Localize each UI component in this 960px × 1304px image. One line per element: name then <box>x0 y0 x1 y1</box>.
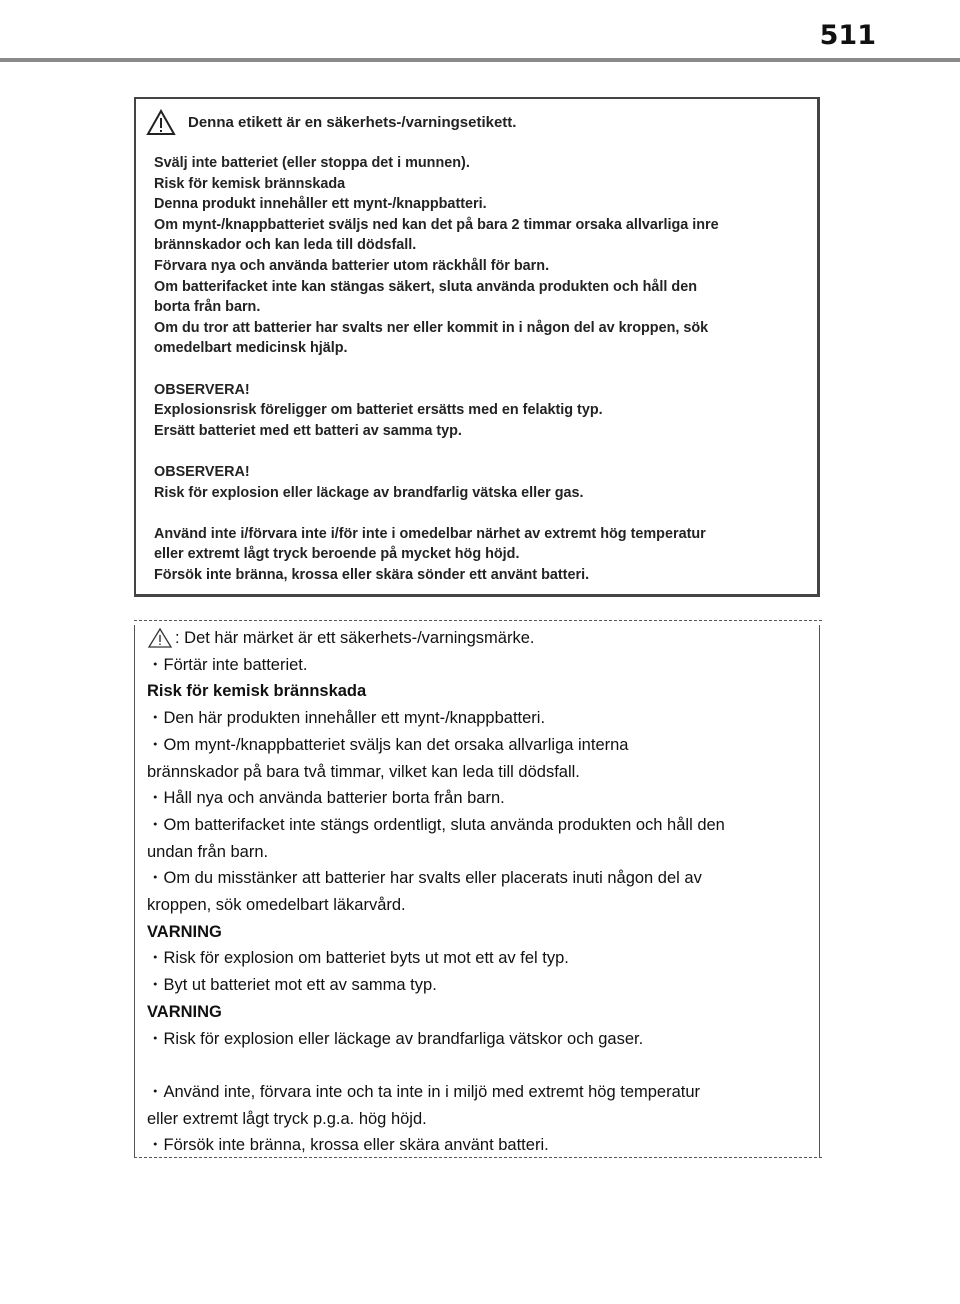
translation-intro: : Det här märket är ett säkerhets-/varningsmärke. <box>175 629 535 647</box>
label-line: Explosionsrisk föreligger om batteriet ersätts med en felaktig typ. <box>154 402 603 419</box>
label-line: Försök inte bränna, krossa eller skära sönder ett använt batteri. <box>154 566 590 583</box>
translation-blank-line <box>147 1052 811 1079</box>
translation-line: ・Om mynt-/knappbatteriet sväljs kan det orsaka allvarliga interna <box>147 735 629 754</box>
translation-line: ・Risk för explosion om batteriet byts ut mot ett av fel typ. <box>147 949 569 968</box>
translation-line: ・Håll nya och använda batterier borta från barn. <box>147 789 505 808</box>
label-line: Ersätt batteriet med ett batteri av samma typ. <box>154 422 462 439</box>
label-line: Om du tror att batterier har svalts ner eller kommit in i någon del av kroppen, sök <box>154 319 709 336</box>
label-line: Använd inte i/förvara inte i/för inte i omedelbar närhet av extremt hög temperatur <box>154 525 706 542</box>
label-line: Risk för kemisk brännskada <box>154 175 346 192</box>
translation-heading: VARNING <box>147 1002 222 1021</box>
translation-line: kroppen, sök omedelbart läkarvård. <box>147 896 406 915</box>
translation-line: ・Risk för explosion eller läckage av brandfarliga vätskor och gaser. <box>147 1029 644 1048</box>
label-body <box>154 153 805 585</box>
translation-line: ・Den här produkten innehåller ett mynt-/knappbatteri. <box>147 709 546 728</box>
translation-line: ・Byt ut batteriet mot ett av samma typ. <box>147 976 437 995</box>
warning-triangle-icon <box>147 627 173 649</box>
translation-line: eller extremt lågt tryck p.g.a. hög höjd. <box>147 1109 427 1128</box>
label-line: borta från barn. <box>154 299 261 316</box>
label-line: Risk för explosion eller läckage av brandfarlig vätska eller gas. <box>154 484 584 501</box>
label-line: Om mynt-/knappbatteriet sväljs ned kan det på bara 2 timmar orsaka allvarliga inre <box>154 216 719 233</box>
translation-line: ・Om batterifacket inte stängs ordentligt, sluta använda produkten och håll den <box>147 815 725 834</box>
translation-line: ・Försök inte bränna, krossa eller skära använt batteri. <box>147 1136 549 1155</box>
warning-label <box>134 97 820 597</box>
label-heading: Denna etikett är en säkerhets-/varningsetikett. <box>188 113 517 131</box>
label-line: OBSERVERA! <box>154 381 250 398</box>
translation-line: ・Använd inte, förvara inte och ta inte in i miljö med extremt hög temperatur <box>147 1082 701 1101</box>
label-line: Denna produkt innehåller ett mynt-/knappbatteri. <box>154 196 487 213</box>
label-blank-line <box>154 503 805 524</box>
label-line: eller extremt lågt tryck beroende på mycket hög höjd. <box>154 546 520 563</box>
label-line: OBSERVERA! <box>154 463 250 480</box>
label-line: Om batterifacket inte kan stängas säkert, sluta använda produkten och håll den <box>154 278 698 295</box>
translation-line: ・Förtär inte batteriet. <box>147 655 308 674</box>
translation-bottom-border <box>134 1157 822 1158</box>
translation-top-border <box>134 620 822 621</box>
translation-heading: Risk för kemisk brännskada <box>147 682 367 701</box>
label-line: brännskador och kan leda till dödsfall. <box>154 237 417 254</box>
translation-box <box>134 625 820 1157</box>
label-line: Svälj inte batteriet (eller stoppa det i munnen). <box>154 155 470 171</box>
translation-line: ・Om du misstänker att batterier har svalts eller placerats inuti någon del av <box>147 869 702 888</box>
translation-line: brännskador på bara två timmar, vilket kan leda till dödsfall. <box>147 762 580 781</box>
translation-heading: VARNING <box>147 922 222 941</box>
label-line: omedelbart medicinsk hjälp. <box>154 340 348 357</box>
header-rule <box>0 58 960 62</box>
label-heading-row <box>146 107 516 137</box>
warning-triangle-icon <box>146 109 176 136</box>
translation-line: undan från barn. <box>147 842 269 861</box>
translation-body <box>147 625 811 1159</box>
label-blank-line <box>154 441 805 462</box>
page-number: 511 <box>819 20 876 51</box>
translation-intro-line <box>147 625 811 652</box>
label-blank-line <box>154 359 805 380</box>
label-line: Förvara nya och använda batterier utom räckhåll för barn. <box>154 257 550 274</box>
